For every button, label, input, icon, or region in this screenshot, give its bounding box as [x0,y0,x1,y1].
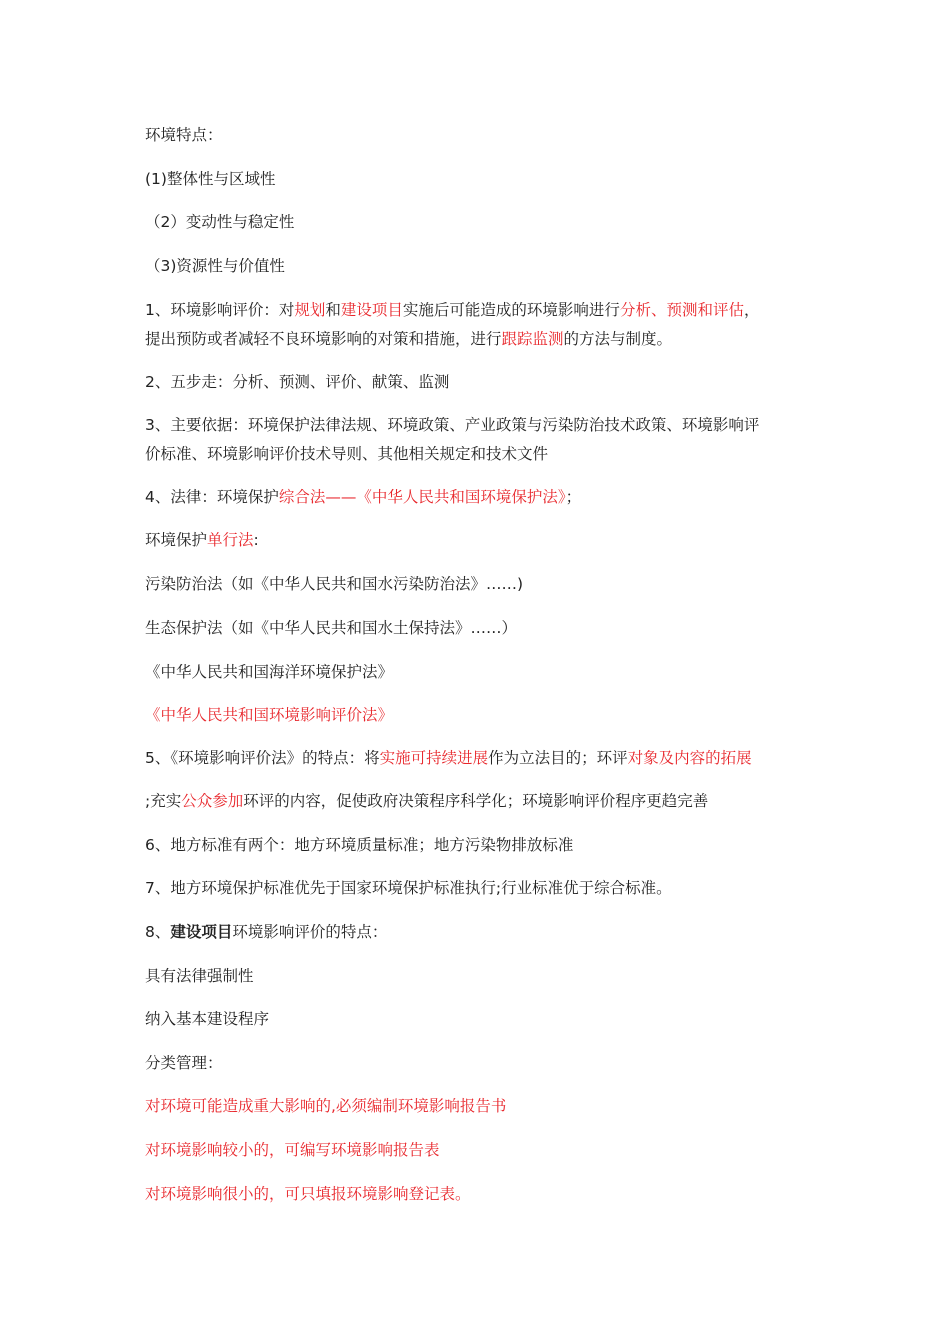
law-item-eia: 《中华人民共和国环境影响评价法》 [145,706,394,724]
heading-environment-features: 环境特点： [145,126,223,144]
text: ， [743,301,760,319]
classification-registration: 对环境影响很小的，可只填报环境影响登记表。 [145,1185,471,1203]
list-item-3: （3)资源性与价值性 [145,257,285,275]
text: ;充实 [145,792,182,810]
highlight-text: 实施可持续进展 [379,749,489,767]
highlight-text: 综合法——《中华人民共和国环境保护法》 [278,488,566,506]
paragraph-4 [145,483,581,512]
highlight-text: 建设项目 [340,301,403,319]
list-item-1: (1)整体性与区域性 [145,170,276,188]
text: 1、环境影响评价：对 [145,301,295,319]
paragraph-6: 6、地方标准有两个：地方环境质量标准；地方污染物排放标准 [145,836,574,854]
classification-table: 对环境影响较小的，可编写环境影响报告表 [145,1141,440,1159]
text: 5、《环境影响评价法》的特点：将 [145,749,380,767]
paragraph-3-line-2: 价标准、环境影响评价技术导则、其他相关规定和技术文件 [145,445,549,463]
list-item-2: （2）变动性与稳定性 [145,213,295,231]
paragraph-7: 7、地方环境保护标准优先于国家环境保护标准执行;行业标准优于综合标准。 [145,879,672,897]
text: 环评的内容，促使政府决策程序科学化；环境影响评价程序更趋完善 [243,792,709,810]
highlight-text: 对象及内容的拓展 [627,749,752,767]
highlight-text: 规划 [294,301,326,319]
paragraph-1-line-1 [145,296,759,325]
highlight-text: 跟踪监测 [501,330,564,348]
text: 8、 [145,923,171,941]
paragraph-5-line-1 [145,744,752,773]
law-item-ecology: 生态保护法（如《中华人民共和国水土保持法》……） [145,619,518,637]
text: 提出预防或者减轻不良环境影响的对策和措施，进行 [145,330,502,348]
paragraph-3-line-1: 3、主要依据：环境保护法律法规、环境政策、产业政策与污染防治技术政策、环境影响评 [145,416,760,434]
paragraph-1-line-2 [145,325,672,354]
text: : [253,531,259,549]
text: 环境影响评价的特点： [232,923,388,941]
paragraph-5-line-2 [145,787,708,816]
paragraph-2: 2、五步走：分析、预测、评价、献策、监测 [145,373,450,391]
highlight-text: 公众参加 [181,792,244,810]
text: 和 [325,301,341,319]
law-item-marine: 《中华人民共和国海洋环境保护法》 [145,663,394,681]
feature-item-1: 具有法律强制性 [145,967,254,985]
paragraph-8 [145,918,387,947]
feature-item-3: 分类管理： [145,1054,223,1072]
text: 作为立法目的；环评 [488,749,628,767]
classification-report: 对环境可能造成重大影响的,必须编制环境影响报告书 [145,1097,507,1115]
text: 实施后可能造成的环境影响进行 [402,301,620,319]
text: ； [565,488,582,506]
highlight-text: 单行法 [207,531,254,549]
bold-text: 建设项目 [170,923,233,941]
text: 的方法与制度。 [563,330,673,348]
highlight-text: 分析、预测和评估 [619,301,744,319]
text: 环境保护 [145,531,208,549]
feature-item-2: 纳入基本建设程序 [145,1010,270,1028]
law-item-pollution: 污染防治法（如《中华人民共和国水污染防治法》……) [145,575,524,593]
separate-laws-heading [145,526,259,555]
text: 4、法律：环境保护 [145,488,279,506]
